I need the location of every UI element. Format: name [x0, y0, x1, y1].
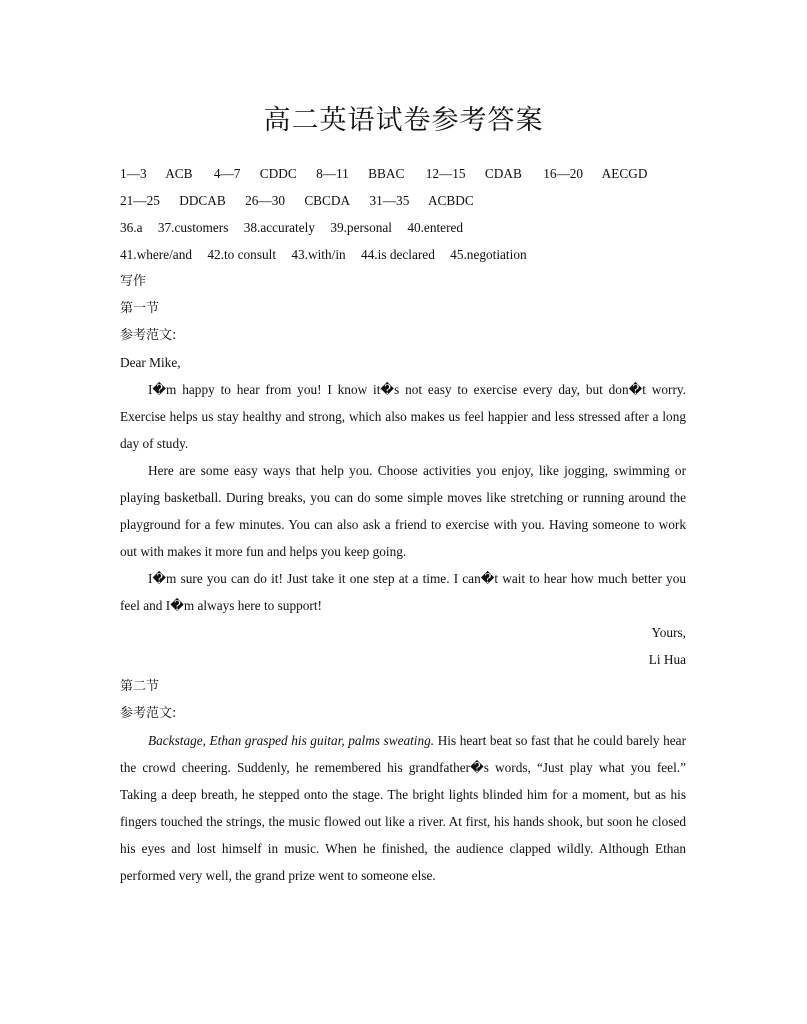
- story-paragraph: [120, 727, 686, 889]
- letter-signature: Li Hua: [648, 652, 686, 667]
- answer-item: 42.to consult: [207, 247, 277, 262]
- document-body: [120, 160, 686, 889]
- story-opening-sentence: Backstage, Ethan grasped his guitar, palms sweating.: [148, 733, 435, 748]
- letter-closing: Yours,: [651, 625, 686, 640]
- answer-item: 39.personal: [330, 220, 392, 235]
- answer-range: 31—35: [369, 193, 410, 208]
- answer-range: 4—7: [213, 166, 241, 181]
- answer-row-4: [120, 241, 686, 268]
- answer-keys: BBAC: [368, 166, 405, 181]
- answer-row-1: [120, 160, 686, 187]
- answer-item: 45.negotiation: [450, 247, 527, 262]
- answer-item: 43.with/in: [291, 247, 346, 262]
- letter-greeting: Dear Mike,: [120, 355, 181, 370]
- answer-range: 16—20: [543, 166, 584, 181]
- answer-keys: DDCAB: [179, 193, 226, 208]
- section-2-heading: 第二节: [120, 679, 160, 694]
- section-1-heading: 第一节: [120, 301, 160, 316]
- answer-row-3: [120, 214, 686, 241]
- answer-item: 38.accurately: [243, 220, 315, 235]
- answer-range: 12—15: [425, 166, 466, 181]
- answer-keys: CBCDA: [304, 193, 351, 208]
- answer-keys: ACB: [165, 166, 193, 181]
- section-1-sample-label: 参考范文:: [120, 328, 177, 343]
- answer-item: 36.a: [120, 220, 143, 235]
- answer-keys: CDDC: [259, 166, 297, 181]
- answer-keys: CDAB: [484, 166, 522, 181]
- answer-item: 41.where/and: [120, 247, 192, 262]
- answer-range: 8—11: [316, 166, 349, 181]
- answer-row-2: [120, 187, 686, 214]
- answer-range: 26—30: [245, 193, 285, 208]
- answer-keys: AECGD: [601, 166, 648, 181]
- answer-keys: ACBDC: [427, 193, 474, 208]
- page-title: 高二英语试卷参考答案: [263, 105, 544, 136]
- letter-paragraph: Here are some easy ways that help you. Choose activities you enjoy, like jogging, swimming or playing basketball. During breaks, you can do some simple moves like stretching or running around the playground for a few minutes. You can also ask a friend to exercise with you. Having someone to work out with makes it more fun and helps you keep going.: [120, 463, 686, 559]
- answer-item: 44.is declared: [361, 247, 435, 262]
- story-continuation: His heart beat so fast that he could barely hear the crowd cheering. Suddenly, he remembered his grandfather�s words, “Just play what you feel.” Taking a deep breath, he stepped onto the stage. The bright lights blinded him for a moment, but as his fingers touched the strings, the music flowed out like a river. At first, his hands shook, but soon he closed his eyes and lost himself in music. When he finished, the audience clapped wildly. Although Ethan performed very well, the grand prize went to someone else.: [120, 733, 686, 883]
- letter-paragraph: I�m happy to hear from you! I know it�s not easy to exercise every day, but don�t worry. Exercise helps us stay healthy and strong, which also makes us feel happier and less stressed after a long day of study.: [120, 382, 686, 451]
- answer-item: 37.customers: [157, 220, 229, 235]
- answer-item: 40.entered: [407, 220, 464, 235]
- answer-range: 21—25: [120, 193, 160, 208]
- letter-paragraph: I�m sure you can do it! Just take it one step at a time. I can�t wait to hear how much better you feel and I�m always here to support!: [120, 571, 686, 613]
- answer-range: 1—3: [120, 166, 147, 181]
- section-2-sample-label: 参考范文:: [120, 706, 177, 721]
- writing-heading: 写作: [120, 274, 147, 289]
